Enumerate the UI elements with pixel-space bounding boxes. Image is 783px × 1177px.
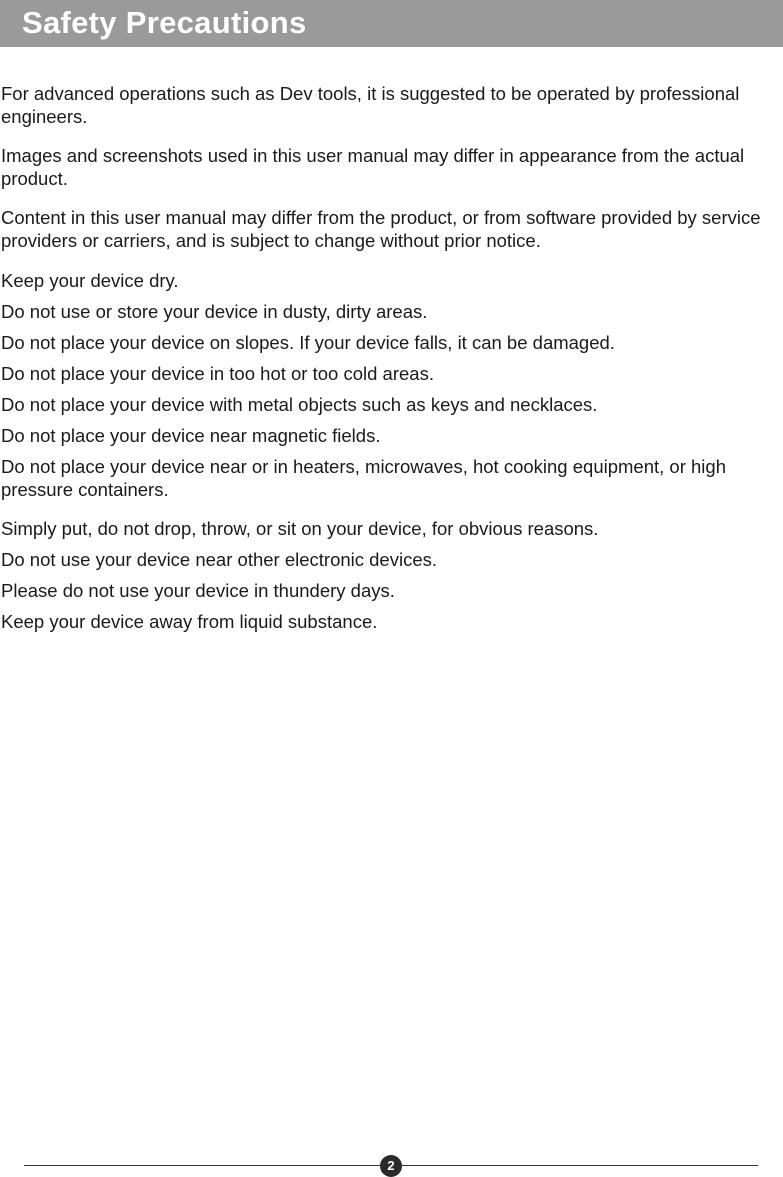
section-header-bar <box>0 0 783 47</box>
footer-divider-right <box>402 1165 758 1166</box>
paragraph-content-differ: Content in this user manual may differ from the product, or from software provided by service providers or carriers, and is subject to change without prior notice. <box>1 207 761 251</box>
precaution-item: Do not place your device with metal objects such as keys and necklaces. <box>1 394 598 415</box>
paragraph-advanced-operations: For advanced operations such as Dev tools, it is suggested to be operated by professional engineers. <box>1 83 740 127</box>
precaution-item: Do not use your device near other electronic devices. <box>1 549 438 570</box>
precaution-item: Keep your device away from liquid substance. <box>1 611 378 632</box>
precaution-item: Do not place your device near or in heaters, microwaves, hot cooking equipment, or high pressure containers. <box>1 456 726 500</box>
precaution-item: Do not place your device on slopes. If your device falls, it can be damaged. <box>1 332 615 353</box>
precaution-item: Do not place your device in too hot or too cold areas. <box>1 363 434 384</box>
paragraph-images-differ: Images and screenshots used in this user manual may differ in appearance from the actual product. <box>1 145 745 189</box>
precaution-item: Simply put, do not drop, throw, or sit on your device, for obvious reasons. <box>1 518 599 539</box>
safety-content <box>1 82 771 641</box>
precaution-item: Do not place your device near magnetic fields. <box>1 425 381 446</box>
page-title: Safety Precautions <box>22 5 307 40</box>
precaution-item: Do not use or store your device in dusty, dirty areas. <box>1 301 428 322</box>
page-number-badge: 2 <box>380 1155 402 1177</box>
precaution-item: Keep your device dry. <box>1 270 179 291</box>
footer-divider-left <box>24 1165 380 1166</box>
precaution-item: Please do not use your device in thundery days. <box>1 580 395 601</box>
